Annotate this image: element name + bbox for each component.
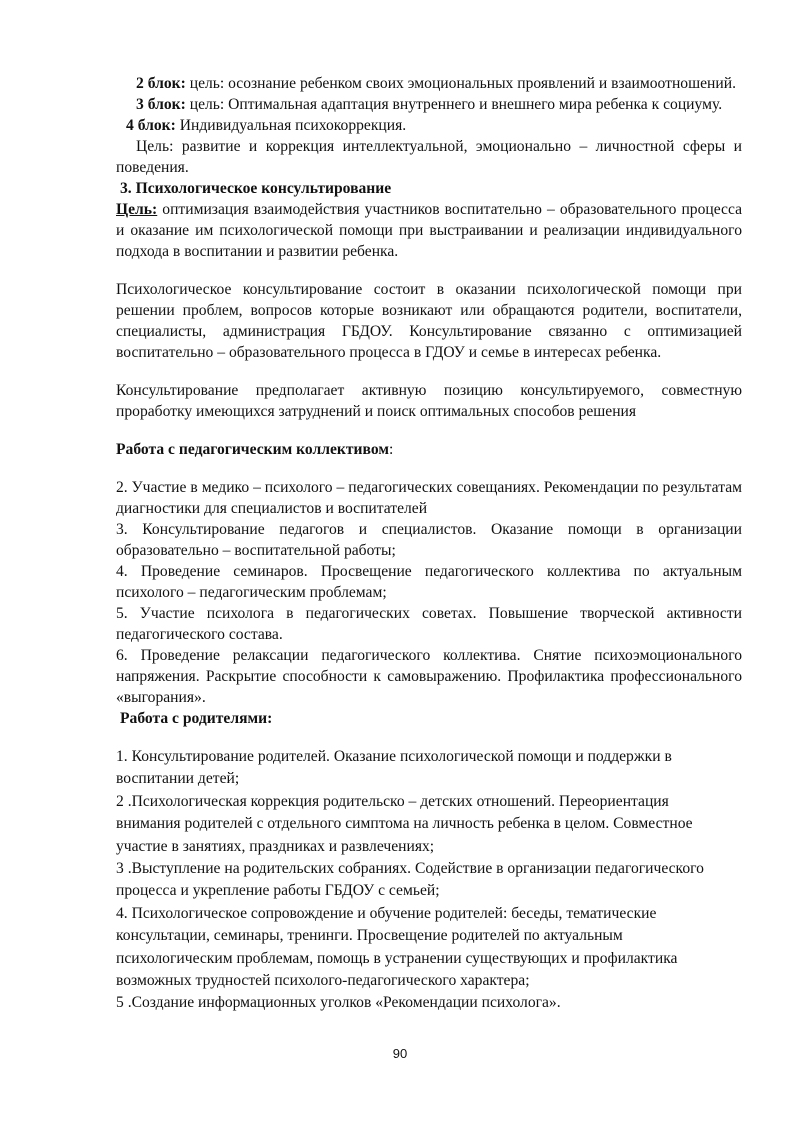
list-item: 1. Консультирование родителей. Оказание психологической помощи и поддержки в воспитании детей;	[116, 748, 672, 788]
page-content	[116, 73, 742, 1015]
staff-heading: Работа с педагогическим коллективом:	[116, 441, 394, 458]
list-item: 4. Психологическое сопровождение и обучение родителей: беседы, тематические консультации, семинары, тренинги. Просвещение родителей по актуальным психологическим проблемам, помощь в устранении существующих и профилактика возможных трудностей психолого-педагогического характера;	[116, 904, 678, 990]
block-3-label: 3 блок:	[136, 96, 186, 113]
block-3-text: цель: Оптимальная адаптация внутреннего и внешнего мира ребенка к социуму.	[185, 96, 723, 113]
consulting-paragraph-2: Консультирование предполагает активную позицию консультируемого, совместную проработку имеющихся затруднений и поиск оптимальных способов решения	[116, 382, 742, 420]
parents-list	[116, 746, 742, 1015]
section-3-heading: 3. Психологическое консультирование	[120, 180, 392, 197]
list-item: 5 .Создание информационных уголков «Рекомендации психолога».	[116, 994, 561, 1012]
list-item: 2 .Психологическая коррекция родительско – детских отношений. Переориентация внимания родителей с отдельного симптома на личность ребенка в целом. Совместное участие в занятиях, праздниках и развлечениях;	[116, 792, 693, 855]
list-item: 3. Консультирование педагогов и специалистов. Оказание помощи в организации образовательно – воспитательной работы;	[116, 521, 742, 559]
block-2-paragraph	[116, 73, 742, 94]
staff-list	[116, 477, 742, 708]
page-number: 90	[392, 1046, 408, 1061]
block-2-label: 2 блок:	[136, 75, 186, 92]
list-item: 4. Проведение семинаров. Просвещение педагогического коллектива по актуальным психолого – педагогическим проблемам;	[116, 563, 742, 601]
block-4-paragraph	[116, 115, 742, 136]
consulting-paragraph-1: Психологическое консультирование состоит в оказании психологической помощи при решении проблем, вопросов которые возникают или обращаются родители, воспитатели, специалисты, администрация ГБДОУ. Консультирование связанно с оптимизацией воспитательно – образовательного процесса в ГДОУ и семье в интересах ребенка.	[116, 281, 742, 361]
block-4-goal: Цель: развитие и коррекция интеллектуальной, эмоционально – личностной сферы и поведения.	[116, 138, 742, 176]
list-item: 6. Проведение релаксации педагогического коллектива. Снятие психоэмоционального напряжения. Раскрытие способности к самовыражению. Профилактика профессионального «выгорания».	[116, 647, 742, 706]
block-4-text: Индивидуальная психокоррекция.	[175, 117, 407, 134]
section-3-goal-text: оптимизация взаимодействия участников воспитательно – образовательного процесса и оказание им психологической помощи при выстраивании и реализации индивидуального подхода в воспитании и развитии ребенка.	[116, 201, 742, 260]
section-3-goal	[116, 199, 742, 262]
list-item: 5. Участие психолога в педагогических советах. Повышение творческой активности педагогического состава.	[116, 605, 742, 643]
parents-heading: Работа с родителями:	[120, 710, 273, 727]
section-3-goal-label: Цель:	[116, 201, 158, 218]
block-3-paragraph	[116, 94, 742, 115]
list-item: 2. Участие в медико – психолого – педагогических совещаниях. Рекомендации по результатам диагностики для специалистов и воспитателей	[116, 479, 742, 517]
block-2-text: цель: осознание ребенком своих эмоциональных проявлений и взаимоотношений.	[185, 75, 736, 92]
list-item: 3 .Выступление на родительских собраниях. Содействие в организации педагогического процесса и укрепление работы ГБДОУ с семьей;	[116, 860, 704, 900]
block-4-label: 4 блок:	[126, 117, 176, 134]
